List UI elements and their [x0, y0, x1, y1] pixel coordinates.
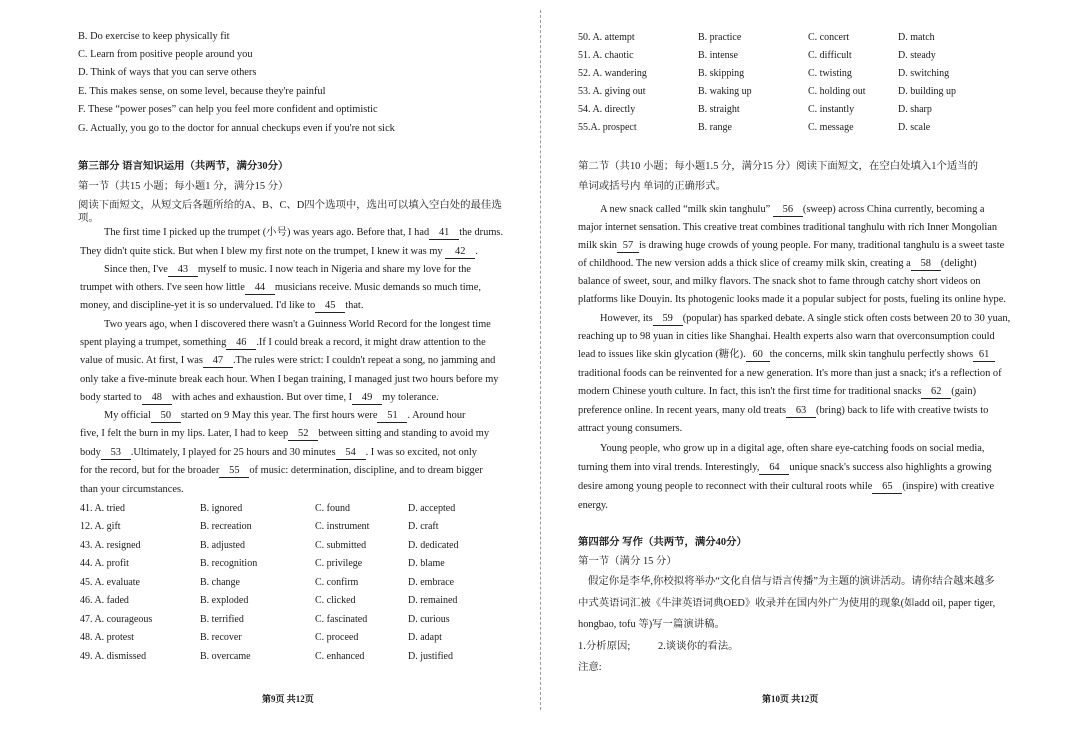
- mcq-option-d[interactable]: D. dedicated: [408, 540, 459, 551]
- blank-51[interactable]: 51: [377, 409, 407, 423]
- mcq-option-b[interactable]: B. ignored: [200, 503, 243, 514]
- mcq-option-c[interactable]: C. confirm: [315, 577, 359, 588]
- passage-line: balance of sweet, sour, and milky flavors. The snack shot to fame through catchy short videos on: [578, 276, 981, 287]
- mcq-option-a[interactable]: 49. A. dismissed: [80, 651, 147, 662]
- writing-prompt-line: 假定你是李华,你校拟将举办“文化自信与语言传播”为主题的演讲活动。请你结合越来越多: [588, 576, 995, 587]
- mcq-option-d[interactable]: D. sharp: [898, 104, 932, 115]
- section2-heading-line-2: 单词或括号内 单词的正确形式。: [578, 181, 727, 192]
- blank-44[interactable]: 44: [245, 281, 275, 295]
- mcq-option-c[interactable]: C. proceed: [315, 632, 359, 643]
- passage-line: attract young consumers.: [578, 423, 683, 434]
- mcq-option-d[interactable]: D. building up: [898, 86, 957, 97]
- blank-47[interactable]: 47: [203, 354, 233, 368]
- option-g: G. Actually, you go to the doctor for annual checkups even if you're not sick: [78, 123, 395, 134]
- passage-line: My official 50 started on 9 May this year. The first hours were 51 . Around hour: [104, 410, 466, 421]
- writing-note: 注意:: [578, 662, 602, 673]
- blank-45[interactable]: 45: [315, 299, 345, 313]
- blank-53[interactable]: 53: [101, 446, 131, 460]
- mcq-option-b[interactable]: B. exploded: [200, 595, 249, 606]
- mcq-option-c[interactable]: C. found: [315, 503, 350, 514]
- writing-point-2: 2.谈谈你的看法。: [658, 641, 739, 652]
- section2-heading-line-1: 第二节（共10 小题；每小题1.5 分，满分15 分）阅读下面短文，在空白处填入1个适当的: [578, 161, 979, 172]
- mcq-option-a[interactable]: 52. A. wandering: [578, 68, 647, 79]
- mcq-option-c[interactable]: C. twisting: [808, 68, 852, 79]
- passage-line: body 53 .Ultimately, I played for 25 hours and 30 minutes 54 . I was so excited, not only: [80, 447, 477, 458]
- writing-point-1: 1.分析原因;: [578, 641, 631, 652]
- mcq-option-c[interactable]: C. instrument: [315, 521, 370, 532]
- mcq-option-c[interactable]: C. holding out: [808, 86, 866, 97]
- passage-line: milk skin 57 is drawing huge crowds of young people. For many, traditional tanghulu is a sweet taste: [578, 240, 1005, 251]
- mcq-option-d[interactable]: D. justified: [408, 651, 453, 662]
- mcq-option-b[interactable]: B. change: [200, 577, 240, 588]
- blank-60[interactable]: 60: [746, 348, 770, 362]
- mcq-option-d[interactable]: D. embrace: [408, 577, 455, 588]
- mcq-option-b[interactable]: B. intense: [698, 50, 738, 61]
- mcq-option-a[interactable]: 46. A. faded: [80, 595, 129, 606]
- mcq-option-b[interactable]: B. adjusted: [200, 540, 245, 551]
- blank-61[interactable]: 61: [973, 348, 995, 362]
- mcq-option-a[interactable]: 55.A. prospect: [578, 122, 637, 133]
- option-e: E. This makes sense, on some level, because they're painful: [78, 86, 326, 97]
- passage-line: They didn't quite stick. But when I blew my first note on the trumpet, I knew it was my 42 .: [80, 246, 478, 257]
- passage-line: desire among young people to reconnect with their cultural roots while 65 (inspire) with creative: [578, 481, 995, 492]
- passage-line: reaching up to 98 yuan in cities like Shanghai. Health experts also warn that overconsumption could: [578, 331, 995, 342]
- mcq-option-d[interactable]: D. switching: [898, 68, 950, 79]
- mcq-option-b[interactable]: B. practice: [698, 32, 742, 43]
- passage-line: modern Chinese youth culture. In fact, this isn't the first time for traditional snacks 62 (gain): [578, 386, 977, 397]
- passage-line: for the record, but for the broader 55 of music: determination, discipline, and to dream bigger: [80, 465, 483, 476]
- mcq-option-d[interactable]: D. accepted: [408, 503, 456, 514]
- mcq-option-d[interactable]: D. remained: [408, 595, 458, 606]
- passage-line: Young people, who grow up in a digital age, often share eye-catching foods on social media,: [600, 443, 985, 454]
- mcq-option-d[interactable]: D. steady: [898, 50, 936, 61]
- passage-line: The first time I picked up the trumpet (小号) was years ago. Before that, I had 41 the drums.: [104, 227, 504, 238]
- blank-54[interactable]: 54: [336, 446, 366, 460]
- mcq-option-b[interactable]: B. waking up: [698, 86, 752, 97]
- passage-line: body started to 48 with aches and exhaustion. But over time, I 49 my tolerance.: [80, 392, 439, 403]
- mcq-option-b[interactable]: B. overcame: [200, 651, 251, 662]
- mcq-option-d[interactable]: D. scale: [898, 122, 931, 133]
- passage-line: only take a five-minute break each hour. When I began training, I managed just two hours before my: [80, 374, 499, 385]
- blank-59[interactable]: 59: [653, 312, 683, 326]
- mcq-option-a[interactable]: 43. A. resigned: [80, 540, 141, 551]
- mcq-option-a[interactable]: 53. A. giving out: [578, 86, 646, 97]
- mcq-option-b[interactable]: B. straight: [698, 104, 740, 115]
- mcq-option-c[interactable]: C. message: [808, 122, 854, 133]
- mcq-option-a[interactable]: 45. A. evaluate: [80, 577, 140, 588]
- mcq-option-d[interactable]: D. blame: [408, 558, 445, 569]
- blank-64[interactable]: 64: [759, 461, 789, 475]
- mcq-option-b[interactable]: B. range: [698, 122, 732, 133]
- passage-line: Two years ago, when I discovered there wasn't a Guinness World Record for the longest time: [104, 319, 491, 330]
- passage-line: traditional foods can be reinvented for a new generation. It's more than just a snack; it's a reflection of: [578, 368, 1002, 379]
- passage-line: platforms like Douyin. Its photogenic looks made it a popular subject for posts, fueling its online hype.: [578, 294, 1006, 305]
- mcq-option-a[interactable]: 41. A. tried: [80, 503, 125, 514]
- right-page: [540, 0, 1080, 732]
- passage-line: money, and discipline-yet it is so undervalued. I'd like to 45 that.: [80, 300, 364, 311]
- blank-49[interactable]: 49: [352, 391, 382, 405]
- blank-58[interactable]: 58: [911, 257, 941, 271]
- blank-46[interactable]: 46: [226, 336, 256, 350]
- blank-42[interactable]: 42: [445, 245, 475, 259]
- mcq-option-d[interactable]: D. adapt: [408, 632, 442, 643]
- mcq-option-c[interactable]: C. privilege: [315, 558, 363, 569]
- passage-line: However, its 59 (popular) has sparked debate. A single stick often costs between 20 to 30 yuan,: [600, 313, 1011, 324]
- instructions-line-1: 阅读下面短文，从短文后各题所给的A、B、C、D四个选项中，选出可以填入空白处的最佳选: [78, 200, 502, 211]
- passage-line: value of music. At first, I was 47 .The rules were strict: I couldn't repeat a song, no jamming and: [80, 355, 496, 366]
- mcq-option-b[interactable]: B. recognition: [200, 558, 258, 569]
- section1-heading: 第一节（共15 小题；每小题1 分，满分15 分）: [78, 181, 289, 192]
- mcq-option-d[interactable]: D. match: [898, 32, 935, 43]
- blank-57[interactable]: 57: [617, 239, 639, 253]
- mcq-option-c[interactable]: C. instantly: [808, 104, 855, 115]
- mcq-option-a[interactable]: 12. A. gift: [80, 521, 121, 532]
- blank-41[interactable]: 41: [429, 226, 459, 240]
- part3-heading: 第三部分 语言知识运用（共两节，满分30分）: [78, 161, 289, 172]
- passage-line: A new snack called “milk skin tanghulu” 56 (sweep) across China currently, becoming a: [600, 204, 985, 215]
- blank-52[interactable]: 52: [288, 427, 318, 441]
- passage-line: major internet sensation. This creative treat combines traditional tanghulu with rich Inner Mongolian: [578, 222, 998, 233]
- mcq-option-c[interactable]: C. submitted: [315, 540, 367, 551]
- passage-line: turning them into viral trends. Interestingly, 64 unique snack's success also highlights a growing: [578, 462, 992, 473]
- option-d: D. Think of ways that you can serve others: [78, 67, 257, 78]
- passage-line: trumpet with others. I've seen how little 44 musicians receive. Music demands so much time,: [80, 282, 481, 293]
- blank-43[interactable]: 43: [168, 263, 198, 277]
- mcq-option-c[interactable]: C. fascinated: [315, 614, 368, 625]
- mcq-option-a[interactable]: 50. A. attempt: [578, 32, 635, 43]
- blank-56[interactable]: 56: [773, 203, 803, 217]
- mcq-option-a[interactable]: 47. A. courageous: [80, 614, 153, 625]
- passage-line: than your circumstances.: [80, 484, 184, 495]
- part4-section1-heading: 第一节（满分 15 分）: [578, 556, 677, 567]
- mcq-option-a[interactable]: 51. A. chaotic: [578, 50, 634, 61]
- blank-48[interactable]: 48: [142, 391, 172, 405]
- mcq-option-c[interactable]: C. concert: [808, 32, 850, 43]
- option-c: C. Learn from positive people around you: [78, 49, 253, 60]
- passage-line: Since then, I've 43 myself to music. I now teach in Nigeria and share my love for the: [104, 264, 471, 275]
- page-number: 第10页 共12页: [762, 694, 819, 704]
- writing-prompt-line: 中式英语词汇被《牛津英语词典OED》收录并在国内外广为使用的现象(如add oil, paper tiger,: [578, 598, 996, 609]
- mcq-option-d[interactable]: D. craft: [408, 521, 439, 532]
- passage-line: preference online. In recent years, many old treats 63 (bring) back to life with creative twists to: [578, 405, 989, 416]
- passage-line: of childhood. The new version adds a thick slice of creamy milk skin, creating a 58 (delight): [578, 258, 977, 269]
- mcq-option-d[interactable]: D. curious: [408, 614, 450, 625]
- passage-line: lead to issues like skin glycation (糖化). 60 the concerns, milk skin tanghulu perfectly shows 61: [578, 348, 995, 362]
- mcq-option-a[interactable]: 48. A. protest: [80, 632, 134, 643]
- writing-prompt-line: hongbao, tofu 等)写一篇演讲稿。: [578, 619, 725, 630]
- mcq-option-b[interactable]: B. recreation: [200, 521, 252, 532]
- mcq-option-c[interactable]: C. difficult: [808, 50, 852, 61]
- blank-62[interactable]: 62: [921, 385, 951, 399]
- blank-50[interactable]: 50: [151, 409, 181, 423]
- passage-line: spent playing a trumpet, something 46 .If I could break a record, it might draw attention to the: [80, 337, 486, 348]
- option-b: B. Do exercise to keep physically fit: [78, 31, 230, 42]
- blank-65[interactable]: 65: [872, 480, 902, 494]
- mcq-option-a[interactable]: 44. A. profit: [80, 558, 129, 569]
- page-number: 第9页 共12页: [262, 694, 314, 704]
- mcq-option-b[interactable]: B. skipping: [698, 68, 745, 79]
- mcq-option-c[interactable]: C. clicked: [315, 595, 356, 606]
- mcq-option-b[interactable]: B. terrified: [200, 614, 244, 625]
- part4-heading: 第四部分 写作（共两节，满分40分）: [578, 537, 747, 548]
- option-f: F. These “power poses” can help you feel more confident and optimistic: [78, 104, 378, 115]
- instructions-line-2: 项。: [78, 213, 99, 224]
- passage-line: five, I felt the burn in my lips. Later, I had to keep 52 between sitting and standing to avoid my: [80, 428, 490, 439]
- blank-63[interactable]: 63: [786, 404, 816, 418]
- blank-55[interactable]: 55: [219, 464, 249, 478]
- mcq-option-b[interactable]: B. recover: [200, 632, 242, 643]
- mcq-option-a[interactable]: 54. A. directly: [578, 104, 636, 115]
- mcq-option-c[interactable]: C. enhanced: [315, 651, 365, 662]
- passage-line: energy.: [578, 500, 609, 511]
